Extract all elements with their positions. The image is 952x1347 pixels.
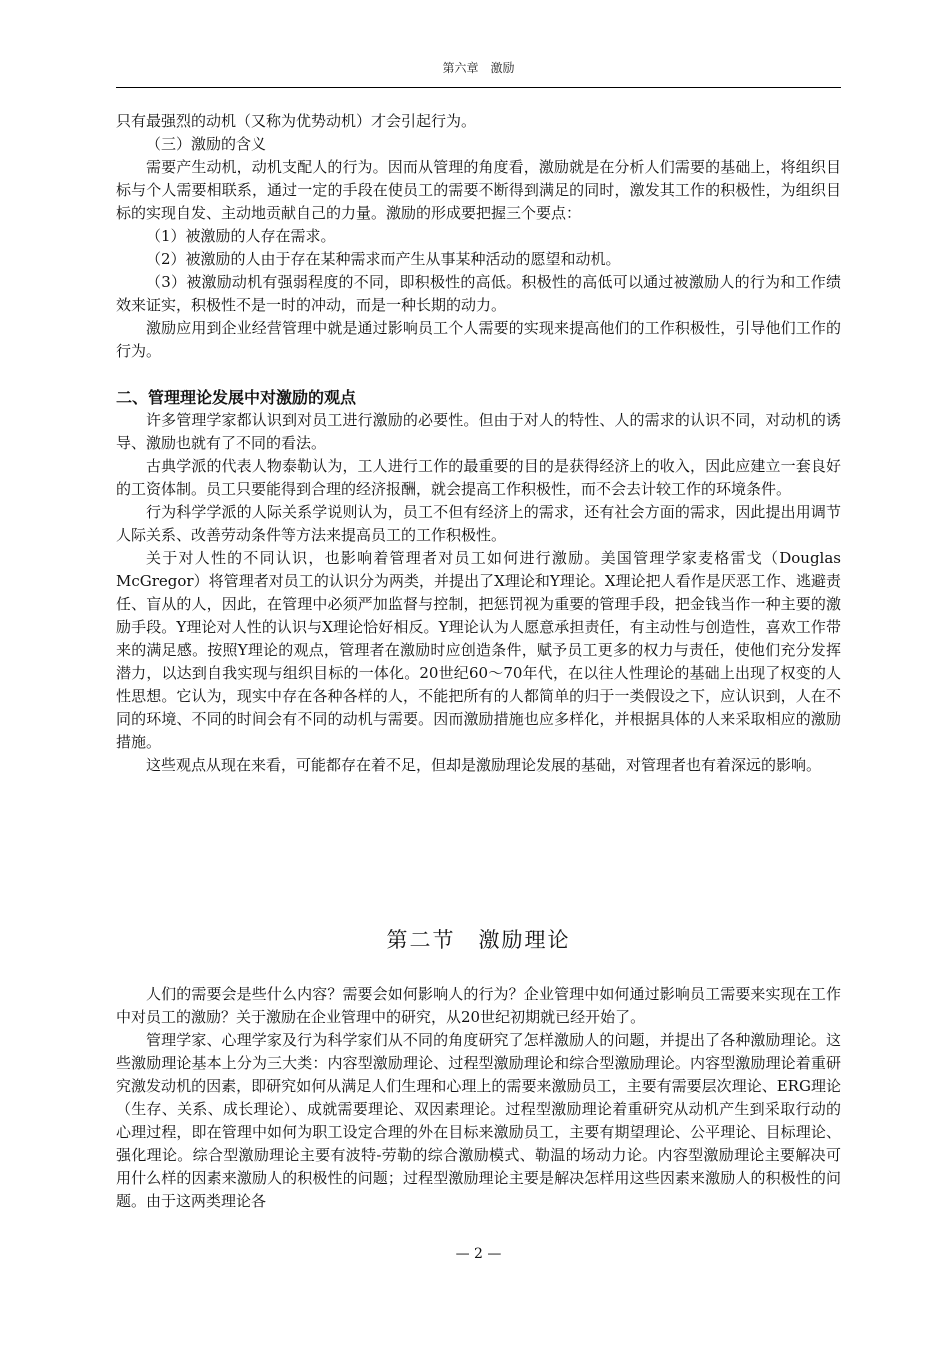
paragraph: 许多管理学家都认识到对员工进行激励的必要性。但由于对人的特性、人的需求的认识不同，对动机的诱导、激励也就有了不同的看法。 [116,411,841,452]
list-item-1: （1）被激励的人存在需求。 [146,227,336,245]
body-text-upper [116,110,841,777]
body-text-lower [116,983,841,1213]
paragraph: 这些观点从现在来看，可能都存在着不足，但却是激励理论发展的基础，对管理者也有着深远的影响。 [146,756,822,774]
paragraph: 需要产生动机，动机支配人的行为。因而从管理的角度看，激励就是在分析人们需要的基础上，将组织目标与个人需要相联系，通过一定的手段在使员工的需要不断得到满足的同时，激发其工作的积极性，为组织目标的实现自发、主动地贡献自己的力量。激励的形成要把握三个要点： [116,158,841,222]
paragraph: 管理学家、心理学家及行为科学家们从不同的角度研究了怎样激励人的问题，并提出了各种激励理论。这些激励理论基本上分为三大类：内容型激励理论、过程型激励理论和综合型激励理论。内容型激励理论着重研究激发动机的因素，即研究如何从满足人们生理和心理上的需要来激励员工，主要有需要层次理论、ERG理论（生存、关系、成长理论）、成就需要理论、双因素理论。过程型激励理论着重研究从动机产生到采取行动的心理过程，即在管理中如何为职工设定合理的外在目标来激励员工，主要有期望理论、公平理论、目标理论、强化理论。综合型激励理论主要有波特-劳勒的综合激励模式、勒温的场动力论。内容型激励理论主要解决可用什么样的因素来激励人的积极性的问题；过程型激励理论主要是解决怎样用这些因素来激励人的积极性的问题。由于这两类理论各 [116,1031,841,1210]
paragraph: 古典学派的代表人物泰勒认为，工人进行工作的最重要的目的是获得经济上的收入，因此应建立一套良好的工资体制。员工只要能得到合理的经济报酬，就会提高工作积极性，而不会去计较工作的环境条件。 [116,457,841,498]
paragraph: 人们的需要会是些什么内容？需要会如何影响人的行为？企业管理中如何通过影响员工需要来实现在工作中对员工的激励？关于激励在企业管理中的研究，从20世纪初期就已经开始了。 [116,985,841,1026]
subheading-meaning: （三）激励的含义 [146,135,267,153]
paragraph: 只有最强烈的动机（又称为优势动机）才会引起行为。 [116,112,477,130]
paragraph: 关于对人性的不同认识，也影响着管理者对员工如何进行激励。美国管理学家麦格雷戈（Douglas McGregor）将管理者对员工的认识分为两类，并提出了X理论和Y理论。X理论把人看作是厌恶工作、逃避责任、盲从的人，因此，在管理中必须严加监督与控制，把惩罚视为重要的管理手段，把金钱当作一种主要的激励手段。Y理论对人性的认识与X理论恰好相反。Y理论认为人愿意承担责任，有主动性与创造性，喜欢工作带来的满足感。按照Y理论的观点，管理者在激励时应创造条件，赋予员工更多的权力与责任，使他们充分发挥潜力，以达到自我实现与组织目标的一体化。20世纪60～70年代，在以往人性理论的基础上出现了权变的人性思想。它认为，现实中存在各种各样的人，不能把所有的人都简单的归于一类假设之下，应认识到，人在不同的环境、不同的时间会有不同的动机与需要。因而激励措施也应多样化，并根据具体的人来采取相应的激励措施。 [116,549,841,751]
list-item-2: （2）被激励的人由于存在某种需求而产生从事某种活动的愿望和动机。 [146,250,621,268]
running-header: 第六章 激励 [442,61,515,75]
list-item-3: （3）被激励动机有强弱程度的不同，即积极性的高低。积极性的高低可以通过被激励人的行为和工作绩效来证实，积极性不是一时的冲动，而是一种长期的动力。 [116,273,841,314]
paragraph: 行为科学学派的人际关系学说则认为，员工不但有经济上的需求，还有社会方面的需求，因此提出用调节人际关系、改善劳动条件等方法来提高员工的工作积极性。 [116,503,841,544]
page-number: — 2 — [455,1246,502,1262]
paragraph: 激励应用到企业经营管理中就是通过影响员工个人需要的实现来提高他们的工作积极性，引导他们工作的行为。 [116,319,841,360]
section-title: 第二节 激励理论 [386,928,571,952]
header-rule [116,87,841,88]
section-heading: 二、管理理论发展中对激励的观点 [116,388,357,407]
